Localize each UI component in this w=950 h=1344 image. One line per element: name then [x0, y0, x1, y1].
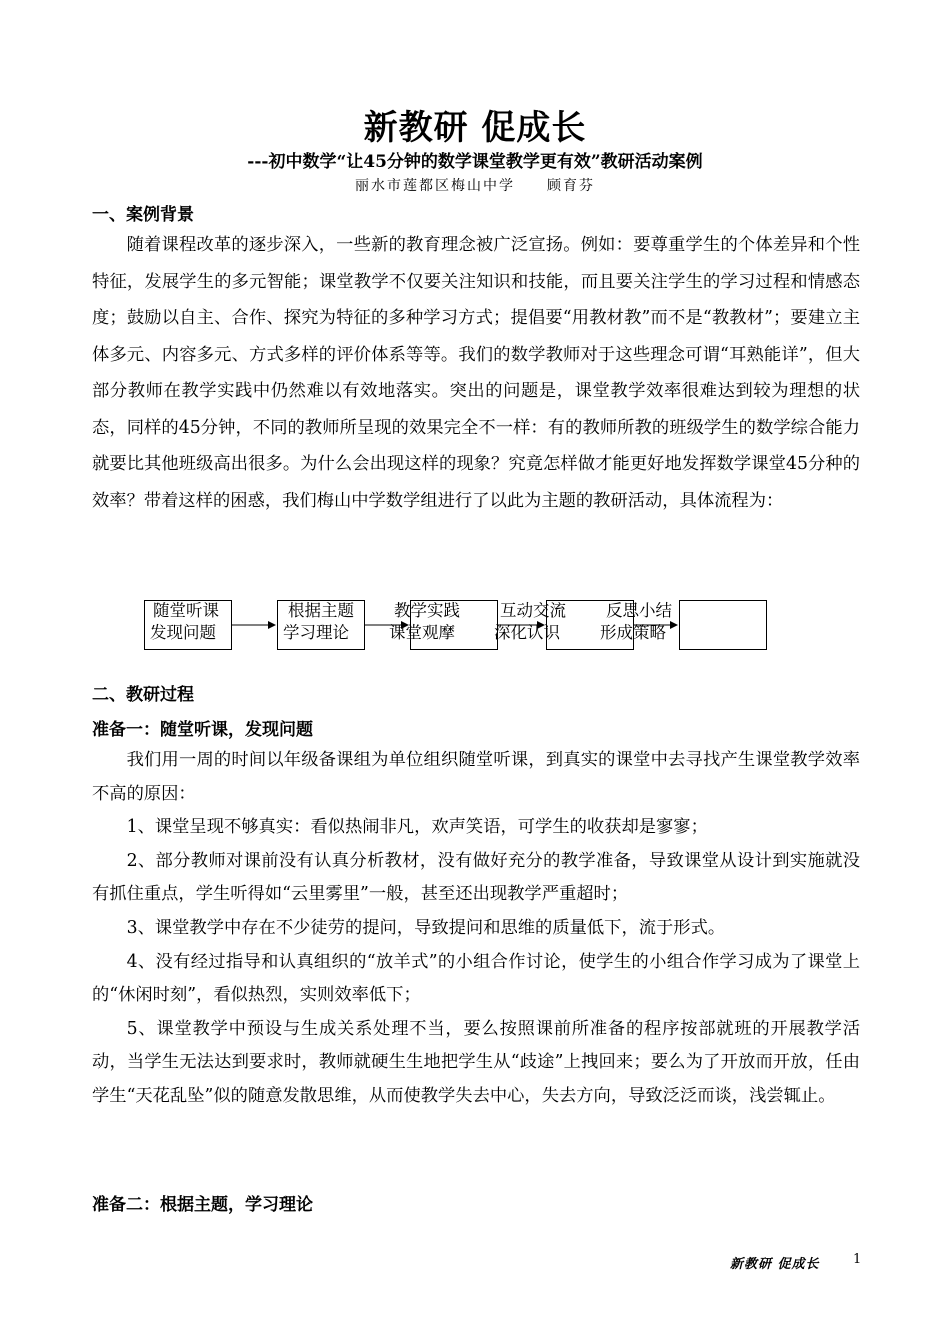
section-heading-process: 二、教研过程 [92, 685, 194, 705]
flow-label-5a: 反思小结 [606, 601, 672, 620]
section-heading-background: 一、案例背景 [92, 205, 194, 225]
list-item: 2、部分教师对课前没有认真分析教材，没有做好充分的教学准备，导致课堂从设计到实施就没有抓住重点，学生听得如“云里雾里”一般，甚至还出现教学严重超时； [92, 850, 860, 905]
prep1-intro: 我们用一周的时间以年级备课组为单位组织随堂听课，到真实的课堂中去寻找产生课堂教学效率不高的原因： [92, 750, 860, 804]
flow-label-2a: 根据主题 [288, 601, 354, 620]
list-item: 1、课堂呈现不够真实：看似热闹非凡，欢声笑语，可学生的收获却是寥寥； [126, 817, 708, 838]
flow-label-4b: 深化认识 [494, 623, 560, 642]
flow-label-1a: 随堂听课 [153, 601, 219, 620]
list-item: 3、课堂教学中存在不少徒劳的提问，导致提问和思维的质量低下，流于形式。 [126, 917, 726, 938]
flow-label-3b: 课堂观摩 [389, 623, 455, 642]
paragraph-text: 随着课程改革的逐步深入，一些新的教育理念被广泛宣扬。例如：要尊重学生的个体差异和个性特征，发展学生的多元智能；课堂教学不仅要关注知识和技能，而且要关注学生的学习过程和情感态度；鼓励以自主、合作、探究为特征的多种学习方式；提倡要“用教材教”而不是“教教材”；要建立主体多元、内容多元、方式多样的评价体系等等。我们的数学教师对于这些理念可谓“耳熟能详”，但大部分教师在教学实践中仍然难以有效地落实。突出的问题是，课堂教学效率很难达到较为理想的状态，同样的45分钟，不同的教师所呈现的效果完全不一样：有的教师所教的班级学生的数学综合能力就要比其他班级高出很多。为什么会出现这样的现象？究竟怎样做才能更好地发挥数学课堂45分种的效率？带着这样的困惑，我们梅山中学数学组进行了以此为主题的教研活动，具体流程为： [92, 235, 860, 511]
list-item: 4、没有经过指导和认真组织的“放羊式”的小组合作讨论，使学生的小组合作学习成为了课堂上的“休闲时刻”，看似热烈，实则效率低下； [92, 951, 860, 1006]
prep1-heading: 准备一：随堂听课，发现问题 [92, 720, 313, 740]
list-item: 5、课堂教学中预设与生成关系处理不当，要么按照课前所准备的程序按部就班的开展教学活动，当学生无法达到要求时，教师就硬生生地把学生从“歧途”上拽回来；要么为了开放而开放，任由学生“天花乱坠”似的随意发散思维，从而使教学失去中心，失去方向，导致泛泛而谈，浅尝辄止。 [92, 1018, 860, 1106]
flow-label-5b: 形成策略 [600, 623, 666, 642]
flow-label-3a: 教学实践 [394, 601, 460, 620]
prep1-content [92, 744, 860, 1114]
page-title: 新教研 促成长 [363, 108, 587, 148]
flow-label-1b: 发现问题 [150, 623, 216, 642]
flow-label-4a: 互动交流 [500, 601, 566, 620]
prep2-heading: 准备二：根据主题，学习理论 [92, 1195, 313, 1215]
page-number: 1 [853, 1252, 862, 1267]
footer-title: 新教研 促成长 [730, 1257, 820, 1272]
author-line: 丽水市莲都区梅山中学 顾育芬 [355, 178, 595, 194]
flow-label-2b: 学习理论 [283, 623, 349, 642]
subtitle: ---初中数学“让45分钟的数学课堂教学更有效”教研活动案例 [247, 152, 703, 172]
